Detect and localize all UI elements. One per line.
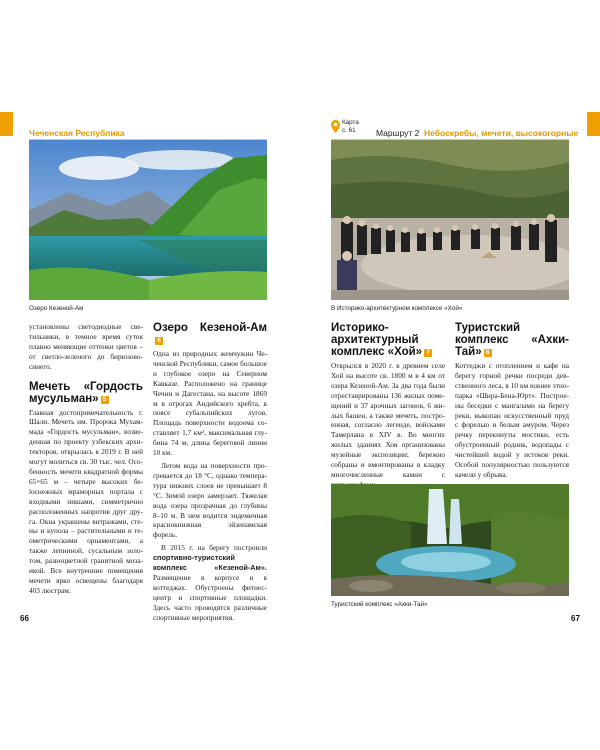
map-marker-badge: 5: [101, 396, 109, 404]
lake-paragraph-3: [153, 543, 267, 622]
lake-photo: [29, 140, 267, 300]
mosque-paragraph: Главная достопримечательность г. Шали. Мечеть им. Пророка Мухаммада «Гордость мусульман», возведенная по проекту узбекских архитекторов, открылась в 2019 г. В ней могут молиться св. 30 тыс. чел. Особенность мечети квадратной формы 65×65 м – четыре высоких беloснежных мраморных портала с входными нишами, симметрично расположенных напротив друг друга. Окна украшены витражами, стены и купола – растительными и геометрическими орнаментами, а также лепниной, сусальным золотом, разноцветной гранитной мозаикой. Все внутренние помещения мечети ярко освещены благодаря 403 люстрам.: [29, 407, 143, 595]
intro-paragraph: установлены светодиодные светильники, в темное время суток плавно меняющие оттенки цветов – от светло-зеленого до бирюзово-синего.: [29, 322, 143, 371]
akhki-tai-photo-caption: Туристский комплекс «Ахки-Тай»: [331, 601, 428, 608]
map-marker-badge: 6: [155, 337, 163, 345]
lake-p3-lead: В 2015 г. на берегу построили: [161, 543, 267, 553]
map-pin-icon: [331, 120, 340, 133]
right-page-number: 67: [571, 614, 580, 623]
lake-paragraph-1: Одна из природных жемчужин Чеченской Республики, самое большое и глубокое озеро на Северном Кавказе. Расположено на границе Чечни и Дагестана, на высоте 1869 м в отрогах Андийского хребта, в поясе субальпийских лугов. Площадь поверхности водоема составляет 1,7 км², максимальная глубина 74 м, длина береговой линии 10 км.: [153, 349, 267, 458]
left-page-number: 66: [20, 614, 29, 623]
lake-paragraph-2: Летом вода на поверхности прогревается до 18 °С, однако температура нижних слоев не превышает 8 °С. Зимой озеро замерзает. Тяжелая вода озера прозрачная до глубины 8–10 м. В нем водится эндемичная краснокнижная эйзинамская форель.: [153, 460, 267, 540]
map-marker-badge: 8: [484, 349, 492, 357]
khoi-heading-text: Историко-архитектурный комплекс «Хой»: [331, 322, 423, 358]
left-column-2: [153, 322, 267, 622]
left-column-1: [29, 322, 143, 596]
map-ref-page: с. 61: [342, 127, 356, 134]
route-number: Маршрут 2: [376, 128, 420, 138]
lake-photo-caption: Озеро Кезеной-Ам: [29, 305, 84, 312]
akhki-tai-heading: [455, 322, 569, 358]
right-column-1: [331, 322, 445, 490]
akhki-tai-paragraph: Коттеджи с отоплением и кафе на берегу горной речки посреди девственного леса, в 10 км южнее этнопарка «Шира-Бена-Юрт». Построены беседки с мангалами на берегу реки, выкопан искусственный пруд с форелью и белым амуром. Через речку перекинуты мостики, есть обустроенный родник, водопады с чистейшей водой у истоков реки. Особой популярностью пользуются качели у обрыва.: [455, 361, 569, 479]
lake-heading: [153, 322, 267, 346]
map-ref-label: Карта: [342, 119, 359, 126]
left-edge-tab: [0, 112, 13, 136]
khoi-heading: [331, 322, 445, 358]
sports-complex-name: спортивно-туристский комплекс «Кезеной-Ам».: [153, 553, 267, 573]
khoi-paragraph: Открылся в 2020 г. в древнем селе Хой на высоте св. 1800 м в 4 км от озера Кезеной-Ам. За два года были отреставрированы 136 жилых помещений и 37 арочных загонов, 6 жилых башен, а также мечеть, построенная, согласно легенде, войсками Тамерлана в XIV в. Во многих жилых зданиях Хоя организованы музейные экспозиции; бережно собраны и вмонтированы в кладку многочисленные камни с: [331, 361, 445, 479]
map-reference[interactable]: [342, 119, 359, 135]
lake-p3-rest: Размещение в корпусе и в коттеджах. Обустроены фитнес-центр и спортивные площадки. Здесь часто проводятся различные спортивные мероприятия.: [153, 572, 267, 622]
left-running-header: Чеченская Республика: [29, 128, 125, 138]
mosque-heading-text: Мечеть «Гордость мусульман»: [29, 380, 143, 405]
route-title: Небоскребы, мечети, высокогорные: [424, 128, 579, 138]
map-marker-badge: 7: [424, 349, 432, 357]
mosque-heading: [29, 381, 143, 405]
akhki-tai-heading-text: Туристский комплекс «Ахки-Тай»: [455, 322, 569, 358]
khoi-complex-photo: [331, 140, 569, 300]
right-column-2: [455, 322, 569, 480]
lake-heading-text: Озеро Кезеной-Ам: [153, 322, 267, 334]
akhki-tai-photo: [331, 484, 569, 596]
khoi-photo-caption: В Историко-архитектурном комплексе «Хой»: [331, 305, 463, 312]
